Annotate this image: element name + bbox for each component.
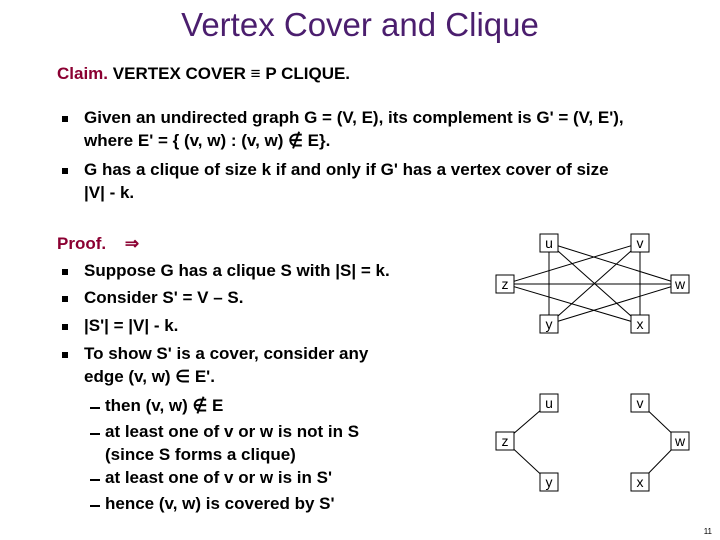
proof-label: Proof. (57, 234, 107, 253)
svg-text:y: y (545, 316, 553, 332)
page-title: Vertex Cover and Clique (181, 6, 539, 43)
svg-text:v: v (636, 395, 644, 411)
sub-bullet-2-line2: (since S forms a clique) (105, 445, 296, 464)
svg-text:u: u (545, 235, 553, 251)
node-w-bottom (671, 432, 689, 450)
svg-text:y: y (545, 474, 553, 490)
sub-bullet-3: at least one of v or w is in S' (105, 468, 332, 487)
svg-text:v: v (636, 235, 644, 251)
claim-label: Claim. (57, 64, 109, 83)
page-number: 11 (703, 527, 712, 536)
svg-text:x: x (636, 316, 644, 332)
svg-text:u: u (545, 395, 553, 411)
proof-bullet-4-line1: To show S' is a cover, consider any (84, 344, 369, 363)
graph-bottom-edges (505, 403, 680, 482)
edge (505, 284, 640, 324)
node-u-bottom (540, 394, 558, 412)
sub-bullet-2-line1: at least one of v or w is not in S (105, 422, 360, 441)
node-v-top (631, 234, 649, 252)
sub-bullet-4: hence (v, w) is covered by S' (105, 494, 335, 513)
svg-text:w: w (674, 276, 686, 292)
svg-text:z: z (501, 276, 509, 292)
proof-bullet-1: Suppose G has a clique S with |S| = k. (84, 261, 390, 280)
node-y-top (540, 315, 558, 333)
svg-text:x: x (636, 474, 644, 490)
claim-bullet-1-line2: where E' = { (v, w) : (v, w) ∉ E}. (84, 131, 331, 150)
node-z-top (496, 275, 514, 293)
claim-bullet-2-line2: |V| - k. (84, 183, 135, 202)
edge (505, 243, 640, 284)
proof-bullet-4-line2: edge (v, w) ∈ E'. (84, 367, 215, 386)
node-x-bottom (631, 473, 649, 491)
claim-statement: VERTEX COVER ≡ P CLIQUE. (112, 64, 351, 83)
svg-text:z: z (501, 433, 509, 449)
graph-top-edges (505, 243, 680, 324)
node-y-bottom (540, 473, 558, 491)
claim-bullet-1-line1: Given an undirected graph G = (V, E), its complement is G' = (V, E'), (84, 108, 624, 127)
implies-arrow-icon: ⇒ (124, 234, 140, 253)
node-v-bottom (631, 394, 649, 412)
proof-bullet-2: Consider S' = V – S. (84, 288, 244, 307)
edge (549, 284, 680, 324)
sub-bullet-1: then (v, w) ∉ E (105, 396, 224, 415)
node-z-bottom (496, 432, 514, 450)
svg-text:w: w (674, 433, 686, 449)
node-w-top (671, 275, 689, 293)
edge (549, 243, 680, 284)
node-u-top (540, 234, 558, 252)
proof-bullet-3: |S'| = |V| - k. (84, 316, 179, 335)
claim-bullet-2-line1: G has a clique of size k if and only if G' has a vertex cover of size (84, 160, 609, 179)
node-x-top (631, 315, 649, 333)
